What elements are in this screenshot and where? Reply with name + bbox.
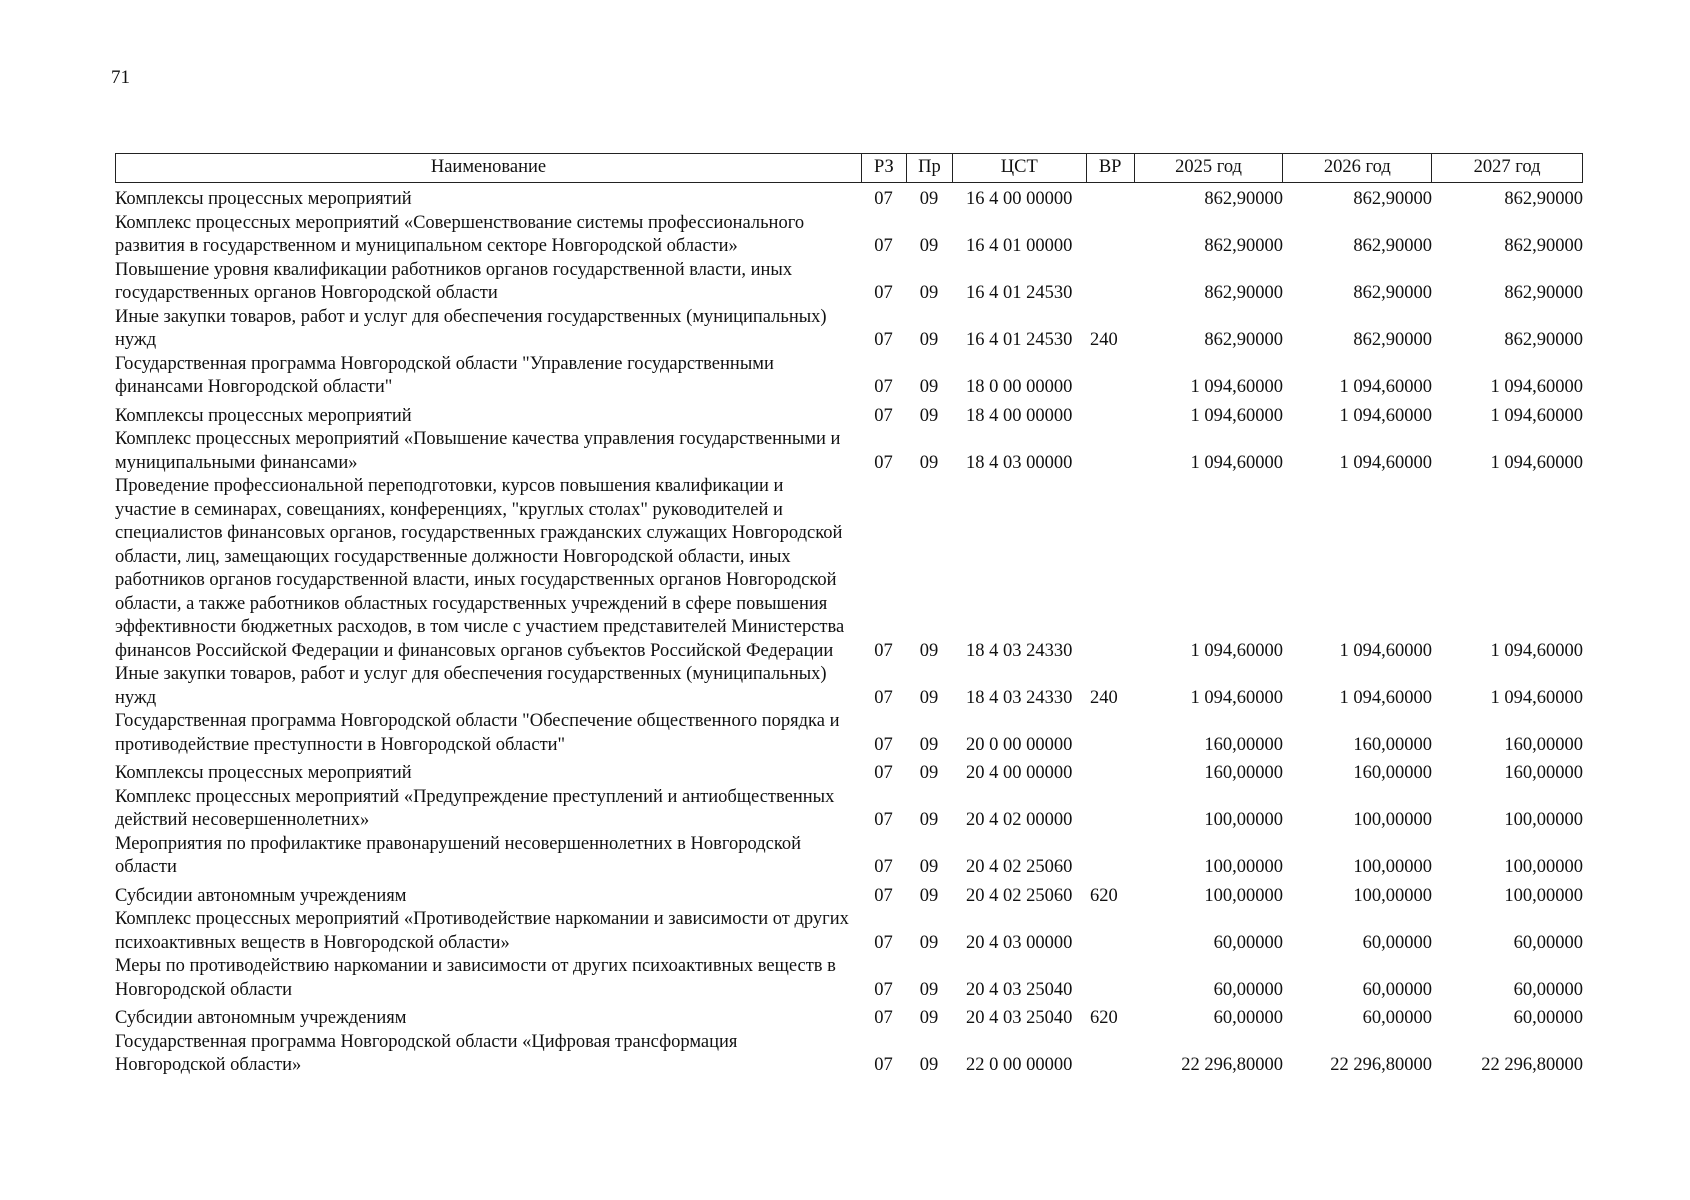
row-name: Комплекс процессных мероприятий «Повышение качества управления государственными и муниципальными финансами» <box>115 429 841 473</box>
row-cst: 20 4 02 25060 <box>966 857 1073 877</box>
row-vr: 620 <box>1090 885 1118 906</box>
row-2025: 862,90000 <box>1204 283 1283 303</box>
row-name: Иные закупки товаров, работ и услуг для обеспечения государственных (муниципальных) нужд <box>115 306 827 350</box>
row-rz: 07 <box>874 377 893 397</box>
row-name: Государственная программа Новгородской области «Цифровая трансформация Новгородской области» <box>115 1031 738 1075</box>
row-cst: 18 4 03 00000 <box>966 452 1073 473</box>
table-row <box>115 405 1583 429</box>
row-name: Субсидии автономным учреждениям <box>115 1008 407 1028</box>
row-cst: 18 4 03 24330 <box>966 687 1073 708</box>
row-cst: 20 4 00 00000 <box>966 763 1073 783</box>
row-cst: 16 4 01 00000 <box>966 236 1073 256</box>
row-2026: 862,90000 <box>1353 330 1432 350</box>
row-vr: 240 <box>1090 687 1118 708</box>
row-pr: 09 <box>919 283 939 303</box>
row-2026: 60,00000 <box>1362 979 1432 1000</box>
row-pr: 09 <box>919 1008 939 1028</box>
row-pr: 09 <box>919 932 939 953</box>
row-rz: 07 <box>874 687 893 708</box>
row-pr: 09 <box>919 979 939 1000</box>
header-vr: ВР <box>1086 154 1134 182</box>
row-name: Иные закупки товаров, работ и услуг для обеспечения государственных (муниципальных) нужд <box>115 664 827 708</box>
row-2025: 862,90000 <box>1204 189 1283 209</box>
row-2025: 862,90000 <box>1204 330 1283 350</box>
row-pr: 09 <box>919 452 939 473</box>
row-2027: 862,90000 <box>1504 189 1583 209</box>
row-pr: 09 <box>919 885 939 906</box>
table-row <box>115 663 1583 710</box>
row-pr: 09 <box>919 810 939 830</box>
header-cst: ЦСТ <box>952 154 1086 182</box>
table-row <box>115 353 1583 400</box>
row-name: Повышение уровня квалификации работников органов государственной власти, иных государственных органов Новгородской области <box>115 259 793 303</box>
row-2027: 60,00000 <box>1513 932 1583 953</box>
row-cst: 20 4 03 25040 <box>966 979 1073 1000</box>
row-2025: 60,00000 <box>1213 979 1283 1000</box>
table-body <box>115 188 1583 1078</box>
row-2026: 862,90000 <box>1353 189 1432 209</box>
row-name: Государственная программа Новгородской области "Управление государственными финансами Новгородской области" <box>115 353 774 397</box>
table-row <box>115 306 1583 353</box>
row-2027: 160,00000 <box>1504 763 1583 783</box>
row-vr: 240 <box>1090 330 1118 350</box>
table-row <box>115 786 1583 833</box>
row-pr: 09 <box>919 236 939 256</box>
table-row <box>115 1031 1583 1078</box>
row-2026: 1 094,60000 <box>1339 405 1432 426</box>
row-2025: 1 094,60000 <box>1190 405 1283 426</box>
row-pr: 09 <box>919 330 939 350</box>
header-rz: РЗ <box>861 154 906 182</box>
header-2027: 2027 год <box>1431 154 1582 182</box>
row-2025: 100,00000 <box>1204 810 1283 830</box>
row-2025: 862,90000 <box>1204 236 1283 256</box>
header-name: Наименование <box>430 157 547 178</box>
row-rz: 07 <box>874 932 893 953</box>
row-rz: 07 <box>874 189 893 209</box>
row-2026: 862,90000 <box>1353 283 1432 303</box>
row-name: Меры по противодействию наркомании и зависимости от других психоактивных веществ в Новгородской области <box>115 956 836 1000</box>
table-row <box>115 885 1583 909</box>
row-pr: 09 <box>919 734 939 755</box>
row-2025: 100,00000 <box>1204 885 1283 906</box>
row-vr: 620 <box>1090 1008 1118 1028</box>
row-2027: 1 094,60000 <box>1490 687 1583 708</box>
row-cst: 16 4 01 24530 <box>966 330 1073 350</box>
table-row <box>115 762 1583 786</box>
row-2026: 22 296,80000 <box>1330 1055 1432 1075</box>
row-2025: 100,00000 <box>1204 857 1283 877</box>
table-row <box>115 908 1583 955</box>
row-2025: 160,00000 <box>1204 763 1283 783</box>
row-2027: 60,00000 <box>1513 1008 1583 1028</box>
row-rz: 07 <box>874 452 893 473</box>
row-2027: 100,00000 <box>1504 857 1583 877</box>
row-2026: 60,00000 <box>1362 1008 1432 1028</box>
row-pr: 09 <box>919 687 939 708</box>
row-2027: 862,90000 <box>1504 330 1583 350</box>
row-cst: 20 4 02 00000 <box>966 810 1073 830</box>
row-pr: 09 <box>919 640 939 661</box>
row-cst: 20 4 03 00000 <box>966 932 1073 953</box>
row-rz: 07 <box>874 283 893 303</box>
row-2027: 862,90000 <box>1504 236 1583 256</box>
row-rz: 07 <box>874 236 893 256</box>
row-2026: 1 094,60000 <box>1339 377 1432 397</box>
row-rz: 07 <box>874 405 893 426</box>
table-row <box>115 475 1583 663</box>
row-rz: 07 <box>874 1055 893 1075</box>
row-pr: 09 <box>919 377 939 397</box>
row-name: Комплекс процессных мероприятий «Совершенствование системы профессионального развития в государственном и муниципальном секторе Новгородской области» <box>115 212 805 256</box>
page-number: 71 <box>111 67 130 88</box>
row-2025: 1 094,60000 <box>1190 640 1283 661</box>
table-row <box>115 188 1583 212</box>
row-2026: 60,00000 <box>1362 932 1432 953</box>
row-name: Комплексы процессных мероприятий <box>115 405 412 426</box>
row-pr: 09 <box>919 405 939 426</box>
row-2025: 1 094,60000 <box>1190 452 1283 473</box>
row-pr: 09 <box>919 763 939 783</box>
row-rz: 07 <box>874 885 893 906</box>
header-2025: 2025 год <box>1134 154 1283 182</box>
row-cst: 18 4 00 00000 <box>966 405 1073 426</box>
row-name: Комплексы процессных мероприятий <box>115 189 412 209</box>
row-cst: 20 0 00 00000 <box>966 734 1073 755</box>
row-rz: 07 <box>874 1008 893 1028</box>
row-rz: 07 <box>874 330 893 350</box>
row-2025: 60,00000 <box>1213 1008 1283 1028</box>
row-2026: 160,00000 <box>1353 734 1432 755</box>
row-2027: 160,00000 <box>1504 734 1583 755</box>
row-name: Государственная программа Новгородской области "Обеспечение общественного порядка и противодействие преступности в Новгородской области" <box>115 711 840 755</box>
row-cst: 18 0 00 00000 <box>966 377 1073 397</box>
row-2025: 1 094,60000 <box>1190 687 1283 708</box>
row-cst: 20 4 03 25040 <box>966 1008 1073 1028</box>
row-cst: 20 4 02 25060 <box>966 885 1073 906</box>
row-rz: 07 <box>874 640 893 661</box>
row-2026: 862,90000 <box>1353 236 1432 256</box>
row-name: Проведение профессиональной переподготовки, курсов повышения квалификации и участие в семинарах, совещаниях, конференциях, "круглых столах" руководителей и специалистов финансовых органов, государственных гражданских служащих Новгородской области, лиц, замещающих государственные должности Новгородской области, иных работников органов государственной власти, иных государственных органов Новгородской области, а также работников областных государственных учреждений в сфере повышения эффективности бюджетных расходов, в том числе с участием представителей Министерства финансов Российской Федерации и финансовых органов субъектов Российской Федерации <box>115 476 845 661</box>
row-2027: 100,00000 <box>1504 810 1583 830</box>
row-2027: 862,90000 <box>1504 283 1583 303</box>
row-pr: 09 <box>919 857 939 877</box>
row-name: Мероприятия по профилактике правонарушений несовершеннолетних в Новгородской области <box>115 833 802 877</box>
row-name: Комплекс процессных мероприятий «Предупреждение преступлений и антиобщественных действий несовершеннолетних» <box>115 786 835 830</box>
row-pr: 09 <box>919 189 939 209</box>
row-cst: 22 0 00 00000 <box>966 1055 1073 1075</box>
row-2025: 1 094,60000 <box>1190 377 1283 397</box>
row-name: Комплексы процессных мероприятий <box>115 763 412 783</box>
row-rz: 07 <box>874 857 893 877</box>
table-row <box>115 710 1583 757</box>
row-2026: 100,00000 <box>1353 885 1432 906</box>
row-cst: 16 4 00 00000 <box>966 189 1073 209</box>
row-2025: 60,00000 <box>1213 932 1283 953</box>
row-2027: 22 296,80000 <box>1481 1055 1583 1075</box>
row-2026: 1 094,60000 <box>1339 452 1432 473</box>
table-row <box>115 259 1583 306</box>
row-name: Субсидии автономным учреждениям <box>115 885 407 906</box>
row-2027: 1 094,60000 <box>1490 377 1583 397</box>
row-cst: 18 4 03 24330 <box>966 640 1073 661</box>
table-row <box>115 1007 1583 1031</box>
table-row <box>115 428 1583 475</box>
row-cst: 16 4 01 24530 <box>966 283 1073 303</box>
row-2027: 1 094,60000 <box>1490 640 1583 661</box>
row-rz: 07 <box>874 734 893 755</box>
table-row <box>115 833 1583 880</box>
row-2026: 1 094,60000 <box>1339 640 1432 661</box>
row-2025: 22 296,80000 <box>1181 1055 1283 1075</box>
table-row <box>115 955 1583 1002</box>
row-2026: 100,00000 <box>1353 857 1432 877</box>
row-rz: 07 <box>874 763 893 783</box>
table-row <box>115 212 1583 259</box>
row-rz: 07 <box>874 810 893 830</box>
row-2027: 1 094,60000 <box>1490 405 1583 426</box>
row-2026: 100,00000 <box>1353 810 1432 830</box>
row-rz: 07 <box>874 979 893 1000</box>
row-2027: 100,00000 <box>1504 885 1583 906</box>
row-2026: 1 094,60000 <box>1339 687 1432 708</box>
header-2026: 2026 год <box>1282 154 1431 182</box>
header-pr: Пр <box>906 154 952 182</box>
table-header <box>115 153 1583 183</box>
row-2026: 160,00000 <box>1353 763 1432 783</box>
row-2027: 60,00000 <box>1513 979 1583 1000</box>
row-2025: 160,00000 <box>1204 734 1283 755</box>
row-pr: 09 <box>919 1055 939 1075</box>
row-name: Комплекс процессных мероприятий «Противодействие наркомании и зависимости от других психоактивных веществ в Новгородской области» <box>115 909 849 953</box>
row-2027: 1 094,60000 <box>1490 452 1583 473</box>
